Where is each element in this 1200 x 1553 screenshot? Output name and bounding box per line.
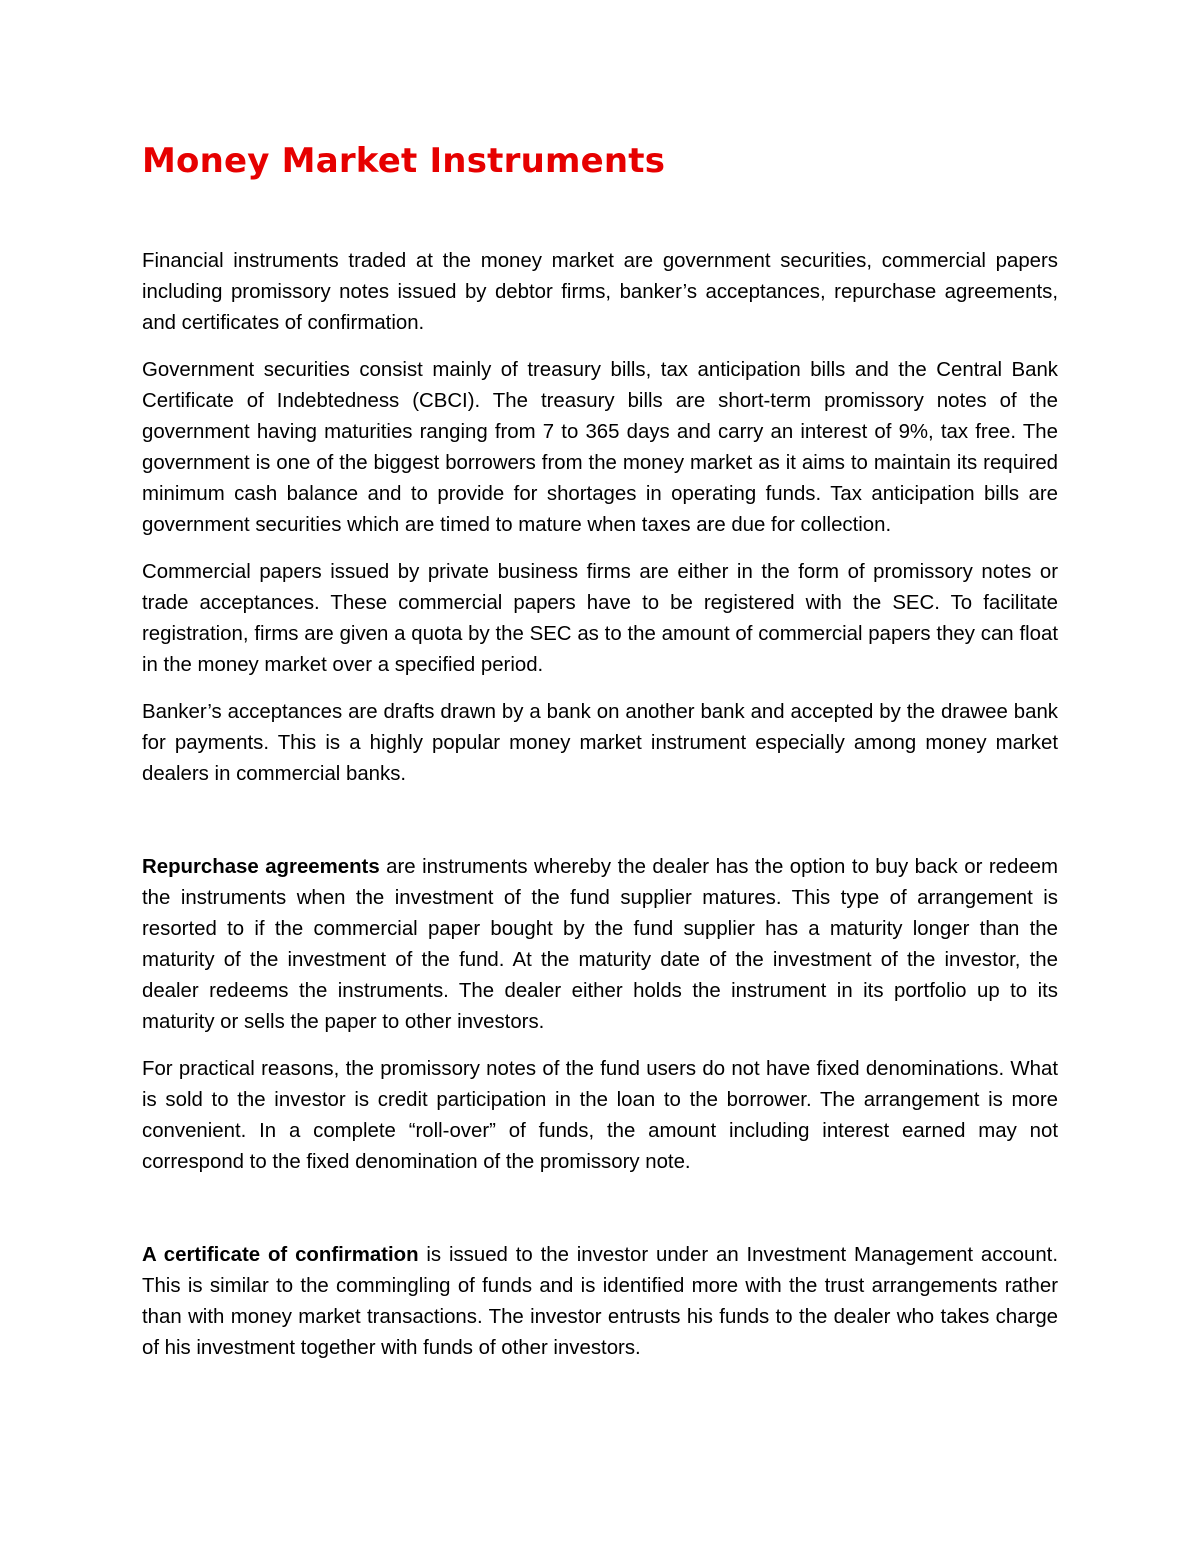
- paragraph-text: are instruments whereby the dealer has the option to buy back or redeem the instruments when the investment of the fund supplier matures. This type of arrangement is resorted to if the commercial paper bought by the fund supplier has a maturity longer than the maturity of the investment of the fund. At the maturity date of the investment of the investor, the dealer redeems the instruments. The dealer either holds the instrument in its portfolio up to its maturity or sells the paper to other investors.: [142, 856, 1058, 1033]
- paragraph-lead-term: A certificate of confirmation: [142, 1244, 419, 1266]
- document-title: Money Market Instruments: [142, 141, 666, 181]
- paragraph-government-securities: [142, 355, 1058, 541]
- paragraph-text: Commercial papers issued by private business firms are either in the form of promissory notes or trade acceptances. These commercial papers have to be registered with the SEC. To facilitate registration, firms are given a quota by the SEC as to the amount of commercial papers they can float in the money market over a specified period.: [142, 561, 1058, 676]
- paragraph-bankers-acceptances: [142, 697, 1058, 790]
- paragraph-lead-term: Repurchase agreements: [142, 856, 380, 878]
- paragraph-text: Government securities consist mainly of treasury bills, tax anticipation bills and the Central Bank Certificate of Indebtedness (CBCI). The treasury bills are short-term promissory notes of the government having maturities ranging from 7 to 365 days and carry an interest of 9%, tax free. The government is one of the biggest borrowers from the money market as it aims to maintain its required minimum cash balance and to provide for shortages in operating funds. Tax anticipation bills are government securities which are timed to mature when taxes are due for collection.: [142, 359, 1058, 536]
- paragraph-text: For practical reasons, the promissory notes of the fund users do not have fixed denominations. What is sold to the investor is credit participation in the loan to the borrower. The arrangement is more convenient. In a complete “roll-over” of funds, the amount including interest earned may not correspond to the fixed denomination of the promissory note.: [142, 1058, 1058, 1173]
- document-page: [142, 138, 1058, 1380]
- paragraph-text: Financial instruments traded at the money market are government securities, commercial papers including promissory notes issued by debtor firms, banker’s acceptances, repurchase agreements, and certificates of confirmation.: [142, 250, 1058, 334]
- paragraph-text: Banker’s acceptances are drafts drawn by a bank on another bank and accepted by the drawee bank for payments. This is a highly popular money market instrument especially among money market dealers in commercial banks.: [142, 701, 1058, 785]
- paragraph-text: is issued to the investor under an Investment Management account. This is similar to the commingling of funds and is identified more with the trust arrangements rather than with money market transactions. The investor entrusts his funds to the dealer who takes charge of his investment together with funds of other investors.: [142, 1244, 1058, 1359]
- paragraph-certificate-of-confirmation: [142, 1240, 1058, 1364]
- paragraph-repurchase-agreements: [142, 852, 1058, 1038]
- paragraph-intro: [142, 246, 1058, 339]
- blank-line: [142, 1194, 1058, 1240]
- blank-line: [142, 806, 1058, 852]
- paragraph-commercial-papers: [142, 557, 1058, 681]
- paragraph-practical-reasons: [142, 1054, 1058, 1178]
